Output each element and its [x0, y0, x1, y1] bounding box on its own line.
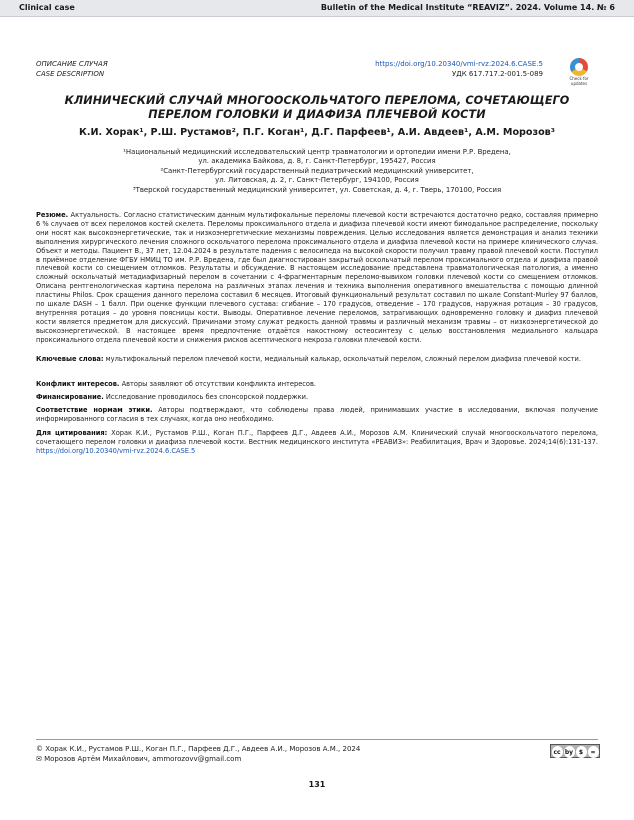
abstract-text: Актуальность. Согласно статистическим данным мультифокальные переломы плечевой кости встречаются достаточно редко, составляя примерно 6 % случаев от всех переломов костей скелета. Переломы проксимального отдела и диафиза плечевой кости имеют бимодальное распределение, поскольку они носят как высокоэнергетические, так и низкоэнергетические механизмы повреждения. Целью исследования является демонстрация и анализ техники выполнения хирургического лечения сложного оскольчатого перелома проксимального отдела и диафиза плечевой кости на примере клинического случая. Объект и методы. Пациент В., 37 лет, 12.04.2024 в результате падения с велосипеда на высокой скорости получил травму правой плечевой кости. Поступил в приёмное отделение ФГБУ НМИЦ ТО им. Р.Р. Вредена, где был диагностирован закрытый оскольчатый перелом проксимального отдела и диафиза правой плечевой кости со смещением отломков. Результаты и обсуждение. В настоящем исследование представлена травматологическая патология, а именно сложный оскольчатый метадиафизарный перелом в сочетании с 4-фрагментарным переломо-вывихом головки плечевой кости со смещением отломков. Описана рентгенологическая картина перелома на различных этапах лечения и техника выполнения оперативного вмешательства с помощью длинной пластины Philos. Срок сращения данного перелома составил 6 месяцев. Итоговый функциональный результат составил по шкале Constant-Murley 97 баллов, по шкале DASH – 1 балл. При оценке функции плечевого сустава: сгибание – 170 градусов, отведение – 170 градусов, наружная ротация – 30 градусов, внутренняя ротация – до уровня поясницы кости. Выводы. Оперативное лечение переломов, затрагивающих одновременно головку и диафиз плечевой кости является предметом для дискуссий. Причинами этому служат редкость данной травмы и различный механизм травмы – от низкоэнергетической до высокоэнергетической. В настоящее время предпочтение отдаётся накостному остеосинтезу с целью восстановления медиального кальцара проксимального отдела плечевой кости и снижения рисков асептического некроза головки плечевой кости. [36, 211, 598, 344]
conflict-text: Авторы заявляют об отсутствии конфликта интересов. [121, 380, 317, 388]
cc-license-badge[interactable] [550, 744, 600, 758]
ethics-text: Авторы подтверждают, что соблюдены права людей, принимавших участие в исследовании, включая получение информированного согласия в тех случаях, когда оно необходимо. [36, 406, 598, 423]
by-icon: by [564, 746, 575, 758]
crossmark-icon [570, 58, 588, 76]
affiliation-line: ¹Национальный медицинский исследовательский центр травматологии и ортопедии имени Р.Р. Вредена, [123, 148, 511, 156]
header-section-label: Clinical case [19, 3, 75, 12]
affiliations [40, 148, 594, 195]
affiliation-line: ул. Литовская, д. 2, г. Санкт-Петербург, 194100, Россия [215, 176, 419, 185]
conflict-of-interest [36, 380, 598, 389]
nd-icon: = [588, 746, 599, 758]
citation-label: Для цитирования: [36, 429, 108, 437]
ethics-label: Соответствие нормам этики. [36, 406, 153, 414]
ethics-statement [36, 406, 598, 424]
header-journal-label: Bulletin of the Medical Institute “REAVIZ”. 2024. Volume 14. № 6 [320, 3, 615, 12]
citation-doi-link[interactable]: https://doi.org/10.20340/vmi-rvz.2024.6.CASE.5 [36, 446, 196, 455]
keywords-label: Ключевые слова: [36, 355, 104, 363]
check-for-updates-badge[interactable] [567, 58, 591, 86]
footer-copyright [36, 744, 360, 764]
article-identifiers [375, 59, 543, 79]
corresponding-author-line: ✉ Морозов Артём Михайлович, ammorozovv@gmail.com [36, 755, 242, 763]
funding-text: Исследование проводилось без спонсорской поддержки. [105, 393, 309, 401]
keywords-text: мультифокальный перелом плечевой кости, медиальный калькар, оскольчатый перелом, сложный перелом диафиза плечевой кости. [105, 355, 581, 363]
keywords [36, 355, 598, 364]
article-type [36, 59, 108, 79]
cc-icon: cc [552, 746, 563, 758]
funding [36, 393, 598, 402]
running-header [0, 0, 634, 17]
abstract-label: Резюме. [36, 211, 69, 219]
nc-icon: $ [576, 746, 587, 758]
affiliation-line: ул. академика Байкова, д. 8, г. Санкт-Петербург, 195427, Россия [198, 157, 436, 166]
udc-code: УДК 617.717.2-001.5-089 [451, 70, 543, 78]
copyright-line: © Хорак К.И., Рустамов Р.Ш., Коган П.Г., Парфеев Д.Г., Авдеев А.И., Морозов А.М., 2024 [36, 745, 361, 753]
page-number: 131 [308, 780, 326, 789]
abstract [36, 211, 598, 354]
footer-divider [36, 739, 598, 740]
citation-text: Хорак К.И., Рустамов Р.Ш., Коган П.Г., Парфеев Д.Г., Авдеев А.И., Морозов А.М. Клинический случай многооскольчатого перелома, сочетающего перелом головки и диафиза плечевой кости. Вестник медицинского института «РЕАВИЗ»: Реабилитация, Врач и Здоровье. 2024;14(6):131-137. [36, 429, 598, 446]
author-list: К.И. Хорак¹, Р.Ш. Рустамов², П.Г. Коган¹, Д.Г. Парфеев¹, А.И. Авдеев¹, А.М. Морозов³ [79, 127, 555, 138]
citation [36, 429, 598, 456]
doi-link[interactable]: https://doi.org/10.20340/vmi-rvz.2024.6.CASE.5 [375, 60, 543, 68]
article-title: КЛИНИЧЕСКИЙ СЛУЧАЙ МНОГООСКОЛЬЧАТОГО ПЕРЕЛОМА, СОЧЕТАЮЩЕГО ПЕРЕЛОМ ГОЛОВКИ И ДИАФИЗА ПЛЕЧЕВОЙ КОСТИ [64, 94, 570, 121]
conflict-label: Конфликт интересов. [36, 380, 120, 388]
article-type-ru: ОПИСАНИЕ СЛУЧАЯ [36, 60, 108, 68]
funding-label: Финансирование. [36, 393, 104, 401]
check-for-updates-label: Check for updates [569, 76, 589, 86]
affiliation-line: ³Тверской государственный медицинский университет, ул. Советская, д. 4, г. Тверь, 170100, Россия [132, 185, 502, 194]
article-type-en: CASE DESCRIPTION [36, 70, 105, 78]
affiliation-line: ²Санкт-Петербургский государственный педиатрический медицинский университет, [160, 166, 474, 175]
